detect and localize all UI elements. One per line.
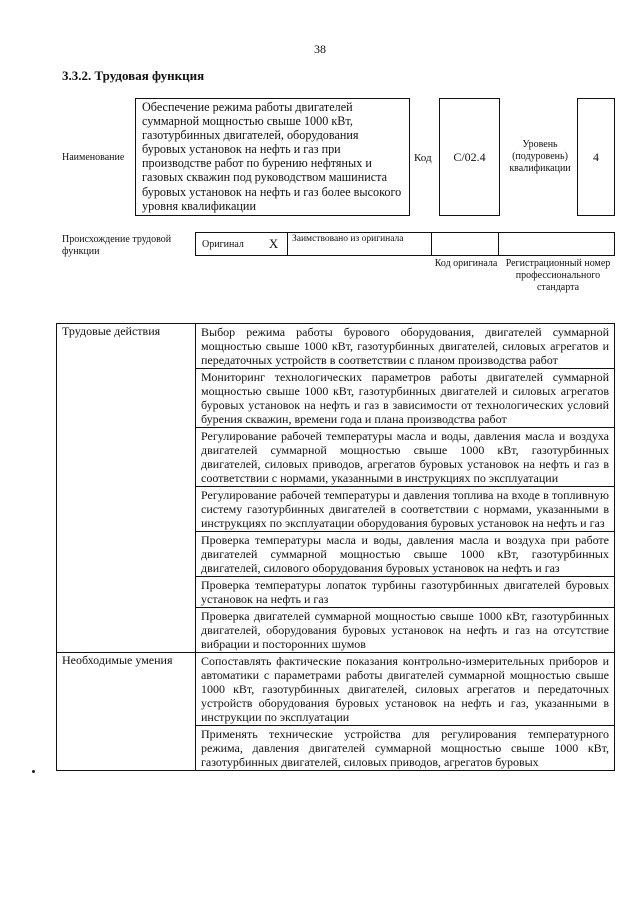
function-name-box: Обеспечение режима работы двигателей суммарной мощностью свыше 1000 кВт, газотурбинных двигателей, оборудования буровых установок на нефть и газ при производстве работ по бурению нефтяных и газовых скважин под руководством машиниста буровых установок на нефть и газ более высокого уровня квалификации [135, 98, 410, 216]
reg-number-cell [499, 232, 615, 256]
section-item: Проверка температуры лопаток турбины газотурбинных двигателей буровых установок на нефть и газ [196, 577, 615, 608]
section-label: Трудовые действия [57, 324, 196, 653]
section-item: Проверка температуры масла и воды, давления масла и воздуха при работе двигателей суммарной мощностью свыше 1000 кВт, газотурбинных двигателей, силового оборудования буровых установок на нефть и газ [196, 532, 615, 577]
section-item: Проверка двигателей суммарной мощностью свыше 1000 кВт, газотурбинных двигателей, оборудования буровых установок на нефть и газ на отсутствие вибрации и посторонних шумов [196, 608, 615, 653]
section-label: Необходимые умения [57, 653, 196, 771]
main-table [56, 323, 615, 771]
page-number: 38 [314, 42, 326, 56]
original-label: Оригинал [202, 238, 244, 250]
reg-number-label: Регистрационный номер профессионального стандарта [505, 258, 611, 293]
code-original-cell [432, 232, 499, 256]
origin-label: Происхождение трудовой функции [62, 234, 172, 257]
stray-dot [32, 770, 35, 773]
code-original-label: Код оригинала [434, 258, 498, 269]
section-item: Регулирование рабочей температуры масла и воды, давления масла и воздуха двигателей суммарной мощностью свыше 1000 кВт, газотурбинных двигателей, силовых приводов, агрегатов буровых установок на нефть и газ в соответствии с нормами, указанными в инструкциях по эксплуатации [196, 428, 615, 487]
level-label: Уровень (подуровень) квалификации [509, 139, 571, 174]
section-item: Сопоставлять фактические показания контрольно-измерительных приборов и автоматики с параметрами работы двигателей суммарной мощностью свыше 1000 кВт, газотурбинных двигателей, силовых агрегатов и передаточных устройств оборудования буровых установок на нефть и газ, указанными в инструкции по эксплуатации [196, 653, 615, 726]
borrowed-label: Заимствовано из оригинала [288, 232, 432, 256]
section-item: Регулирование рабочей температуры и давления топлива на входе в топливную систему газотурбинных двигателей в соответствии с нормами, указанными в инструкциях по эксплуатации оборудования буровых установок на нефть и газ [196, 487, 615, 532]
section-item: Мониторинг технологических параметров работы двигателей суммарной мощностью свыше 1000 кВт, газотурбинных двигателей и силовых агрегатов буровых установок на нефть и газ в зависимости от технологических условий бурения скважин, времени года и плана производства работ [196, 369, 615, 428]
original-mark: X [268, 236, 279, 251]
table-row [57, 324, 615, 369]
table-row [57, 653, 615, 726]
name-label: Наименование [62, 152, 125, 163]
code-label: Код [414, 152, 432, 164]
section-item: Применять технические устройства для регулирования температурного режима, давления двигателей суммарной мощностью свыше 1000 кВт, газотурбинных двигателей, силовых приводов, агрегатов буровых [196, 726, 615, 771]
code-value: C/02.4 [439, 98, 500, 216]
level-value: 4 [577, 98, 615, 216]
original-cell [195, 232, 288, 256]
section-heading: 3.3.2. Трудовая функция [62, 68, 205, 83]
origin-row [195, 232, 615, 256]
section-item: Выбор режима работы бурового оборудования, двигателей суммарной мощностью свыше 1000 кВт, газотурбинных двигателей, силовых агрегатов и передаточных устройств в соответствии с планом производства работ [196, 324, 615, 369]
